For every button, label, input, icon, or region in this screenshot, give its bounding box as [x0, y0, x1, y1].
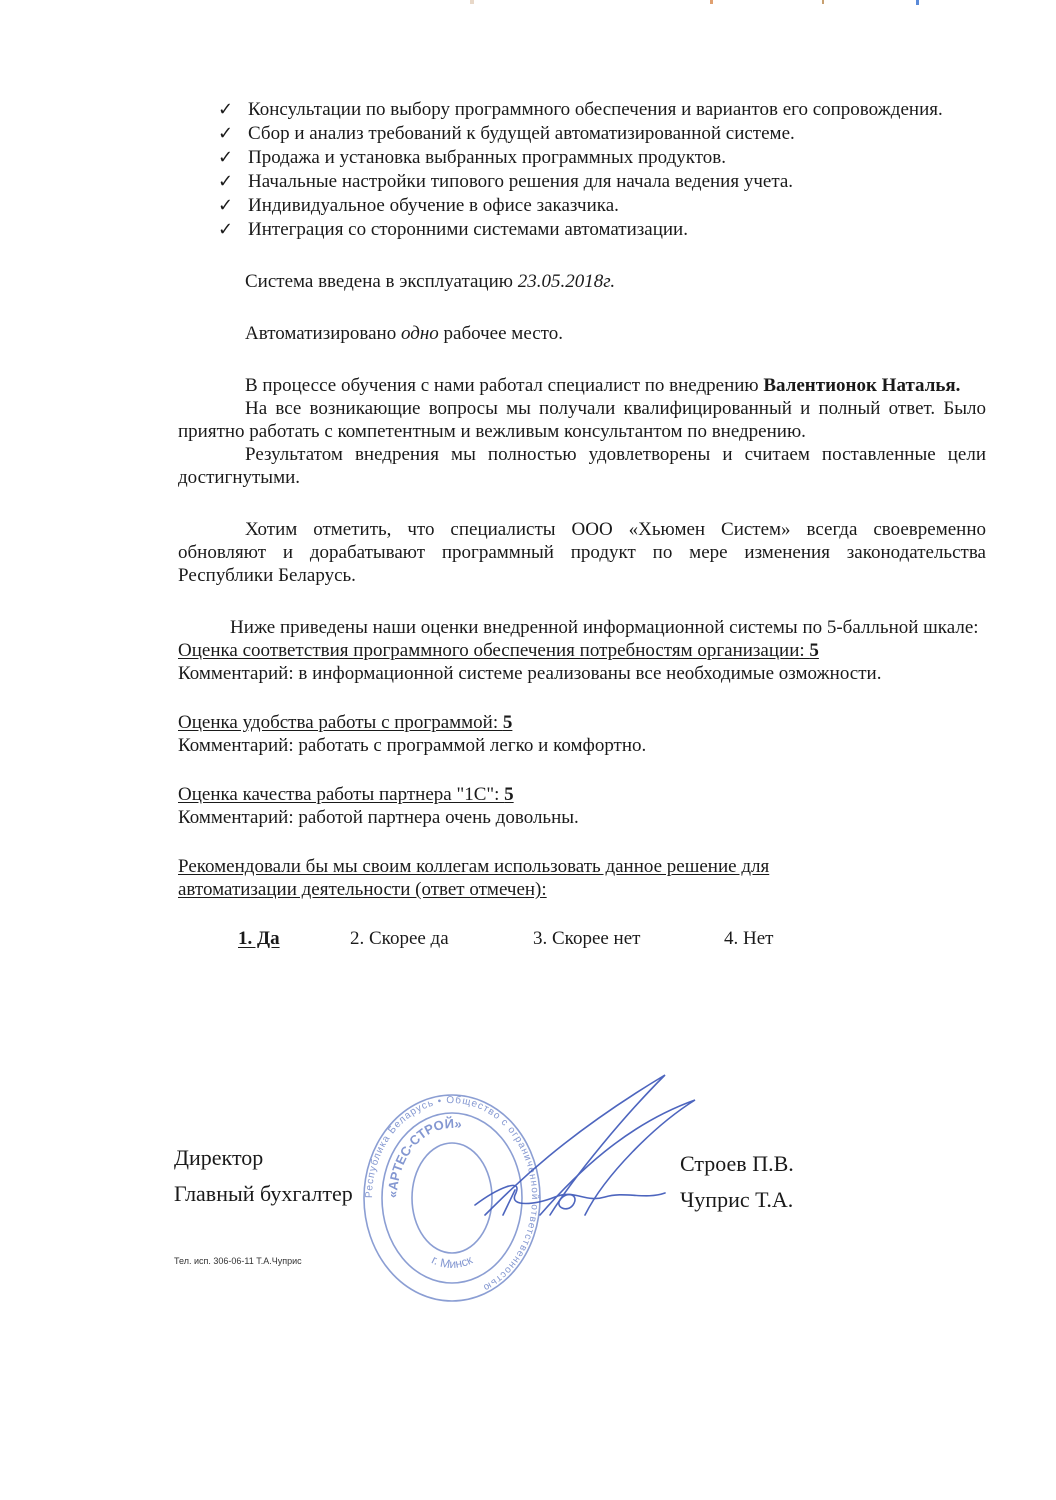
automated-suffix: рабочее место. — [438, 323, 563, 344]
check-icon: ✓ — [218, 123, 234, 144]
services-list — [178, 98, 986, 241]
service-text: Интеграция со сторонними системами автоматизации. — [248, 219, 688, 240]
scan-mark — [822, 0, 824, 4]
service-text: Сбор и анализ требований к будущей автоматизированной системе. — [248, 123, 795, 144]
legislation-note-paragraph: Хотим отметить, что специалисты ООО «Хьюмен Систем» всегда своевременно обновляют и дорабатывают программный продукт по мере изменения законодательства Республики Беларусь. — [178, 519, 986, 586]
stamp-company: «АРТЕС-СТРОЙ» — [384, 1115, 463, 1199]
service-text: Продажа и установка выбранных программных продуктов. — [248, 147, 727, 168]
ratings-intro: Ниже приведены наши оценки внедренной информационной системы по 5-балльной шкале: — [230, 617, 979, 638]
scan-mark — [710, 0, 713, 4]
rating-score: 5 — [809, 640, 819, 661]
service-item — [178, 194, 986, 217]
scan-top-marks — [0, 0, 1056, 6]
scan-mark — [470, 0, 474, 4]
rating-comment: Комментарий: работой партнера очень довольны. — [178, 807, 579, 828]
answer-option: 2. Скорее да — [350, 928, 449, 949]
answer-option: 3. Скорее нет — [533, 928, 641, 949]
service-item — [178, 122, 986, 145]
system-intro-text: Система введена в эксплуатацию — [245, 271, 518, 292]
rating-score: 5 — [502, 712, 513, 733]
director-signature — [455, 1065, 715, 1235]
stamp-city: г. Минск — [429, 1252, 475, 1272]
accountant-title: Главный бухгалтер — [174, 1181, 353, 1206]
rating-label-text: Оценка соответствия программного обеспечения потребностям организации: — [178, 640, 810, 661]
rating-label — [178, 783, 986, 806]
answer-option-selected: 1. Да — [238, 928, 280, 949]
service-item — [178, 146, 986, 169]
questions-paragraph: На все возникающие вопросы мы получали квалифицированный и полный ответ. Было приятно работать с компетентным и вежливым консультантом по внедрению. — [178, 398, 986, 442]
service-item — [178, 98, 986, 121]
rating-comment: Комментарий: в информационной системе реализованы все необходимые озможности. — [178, 663, 882, 684]
service-item — [178, 170, 986, 193]
automated-paragraph — [178, 322, 986, 345]
automated-prefix: Автоматизировано — [245, 323, 401, 344]
specialist-paragraph — [178, 374, 986, 397]
rating-label-text: Оценка удобства работы с программой: — [178, 712, 503, 733]
service-item — [178, 218, 986, 241]
check-icon: ✓ — [218, 99, 234, 120]
automated-count: одно — [400, 323, 439, 344]
rating-block — [178, 783, 986, 829]
recommend-question: Рекомендовали бы мы своим коллегам использовать данное решение для автоматизации деятельности (ответ отмечен): — [178, 856, 770, 900]
system-date: 23.05.2018г. — [517, 271, 616, 292]
rating-block — [178, 711, 986, 757]
director-name: Строев П.В. — [680, 1151, 794, 1176]
answer-option: 4. Нет — [724, 928, 774, 949]
phone-note: Тел. исп. 306-06-11 Т.А.Чуприс — [174, 1256, 302, 1266]
signatory-titles — [174, 1140, 353, 1212]
check-icon: ✓ — [218, 195, 234, 216]
check-icon: ✓ — [218, 171, 234, 192]
specialist-name: Валентионок Наталья. — [763, 375, 961, 396]
letter-body — [178, 98, 986, 957]
director-title: Директор — [174, 1145, 264, 1170]
accountant-name: Чуприс Т.А. — [680, 1187, 794, 1212]
recommend-answers — [178, 927, 986, 957]
check-icon: ✓ — [218, 219, 234, 240]
stamp-outer-text: Республика Беларусь • Общество с ограниченной ответственностью — [363, 1094, 541, 1294]
service-text: Начальные настройки типового решения для начала ведения учета. — [248, 171, 794, 192]
rating-label — [178, 711, 986, 734]
rating-comment: Комментарий: работать с программой легко и комфортно. — [178, 735, 647, 756]
system-date-paragraph — [178, 270, 986, 293]
specialist-text: В процессе обучения с нами работал специалист по внедрению — [245, 375, 764, 396]
service-text: Консультации по выбору программного обеспечения и вариантов его сопровождения. — [248, 99, 943, 120]
rating-score: 5 — [504, 784, 514, 805]
rating-block — [178, 639, 986, 685]
scan-mark — [916, 0, 919, 5]
service-text: Индивидуальное обучение в офисе заказчика. — [248, 195, 619, 216]
rating-label — [178, 639, 986, 662]
rating-label-text: Оценка качества работы партнера "1С": — [178, 784, 505, 805]
check-icon: ✓ — [218, 147, 234, 168]
result-paragraph: Результатом внедрения мы полностью удовлетворены и считаем поставленные цели достигнутыми. — [178, 444, 986, 488]
